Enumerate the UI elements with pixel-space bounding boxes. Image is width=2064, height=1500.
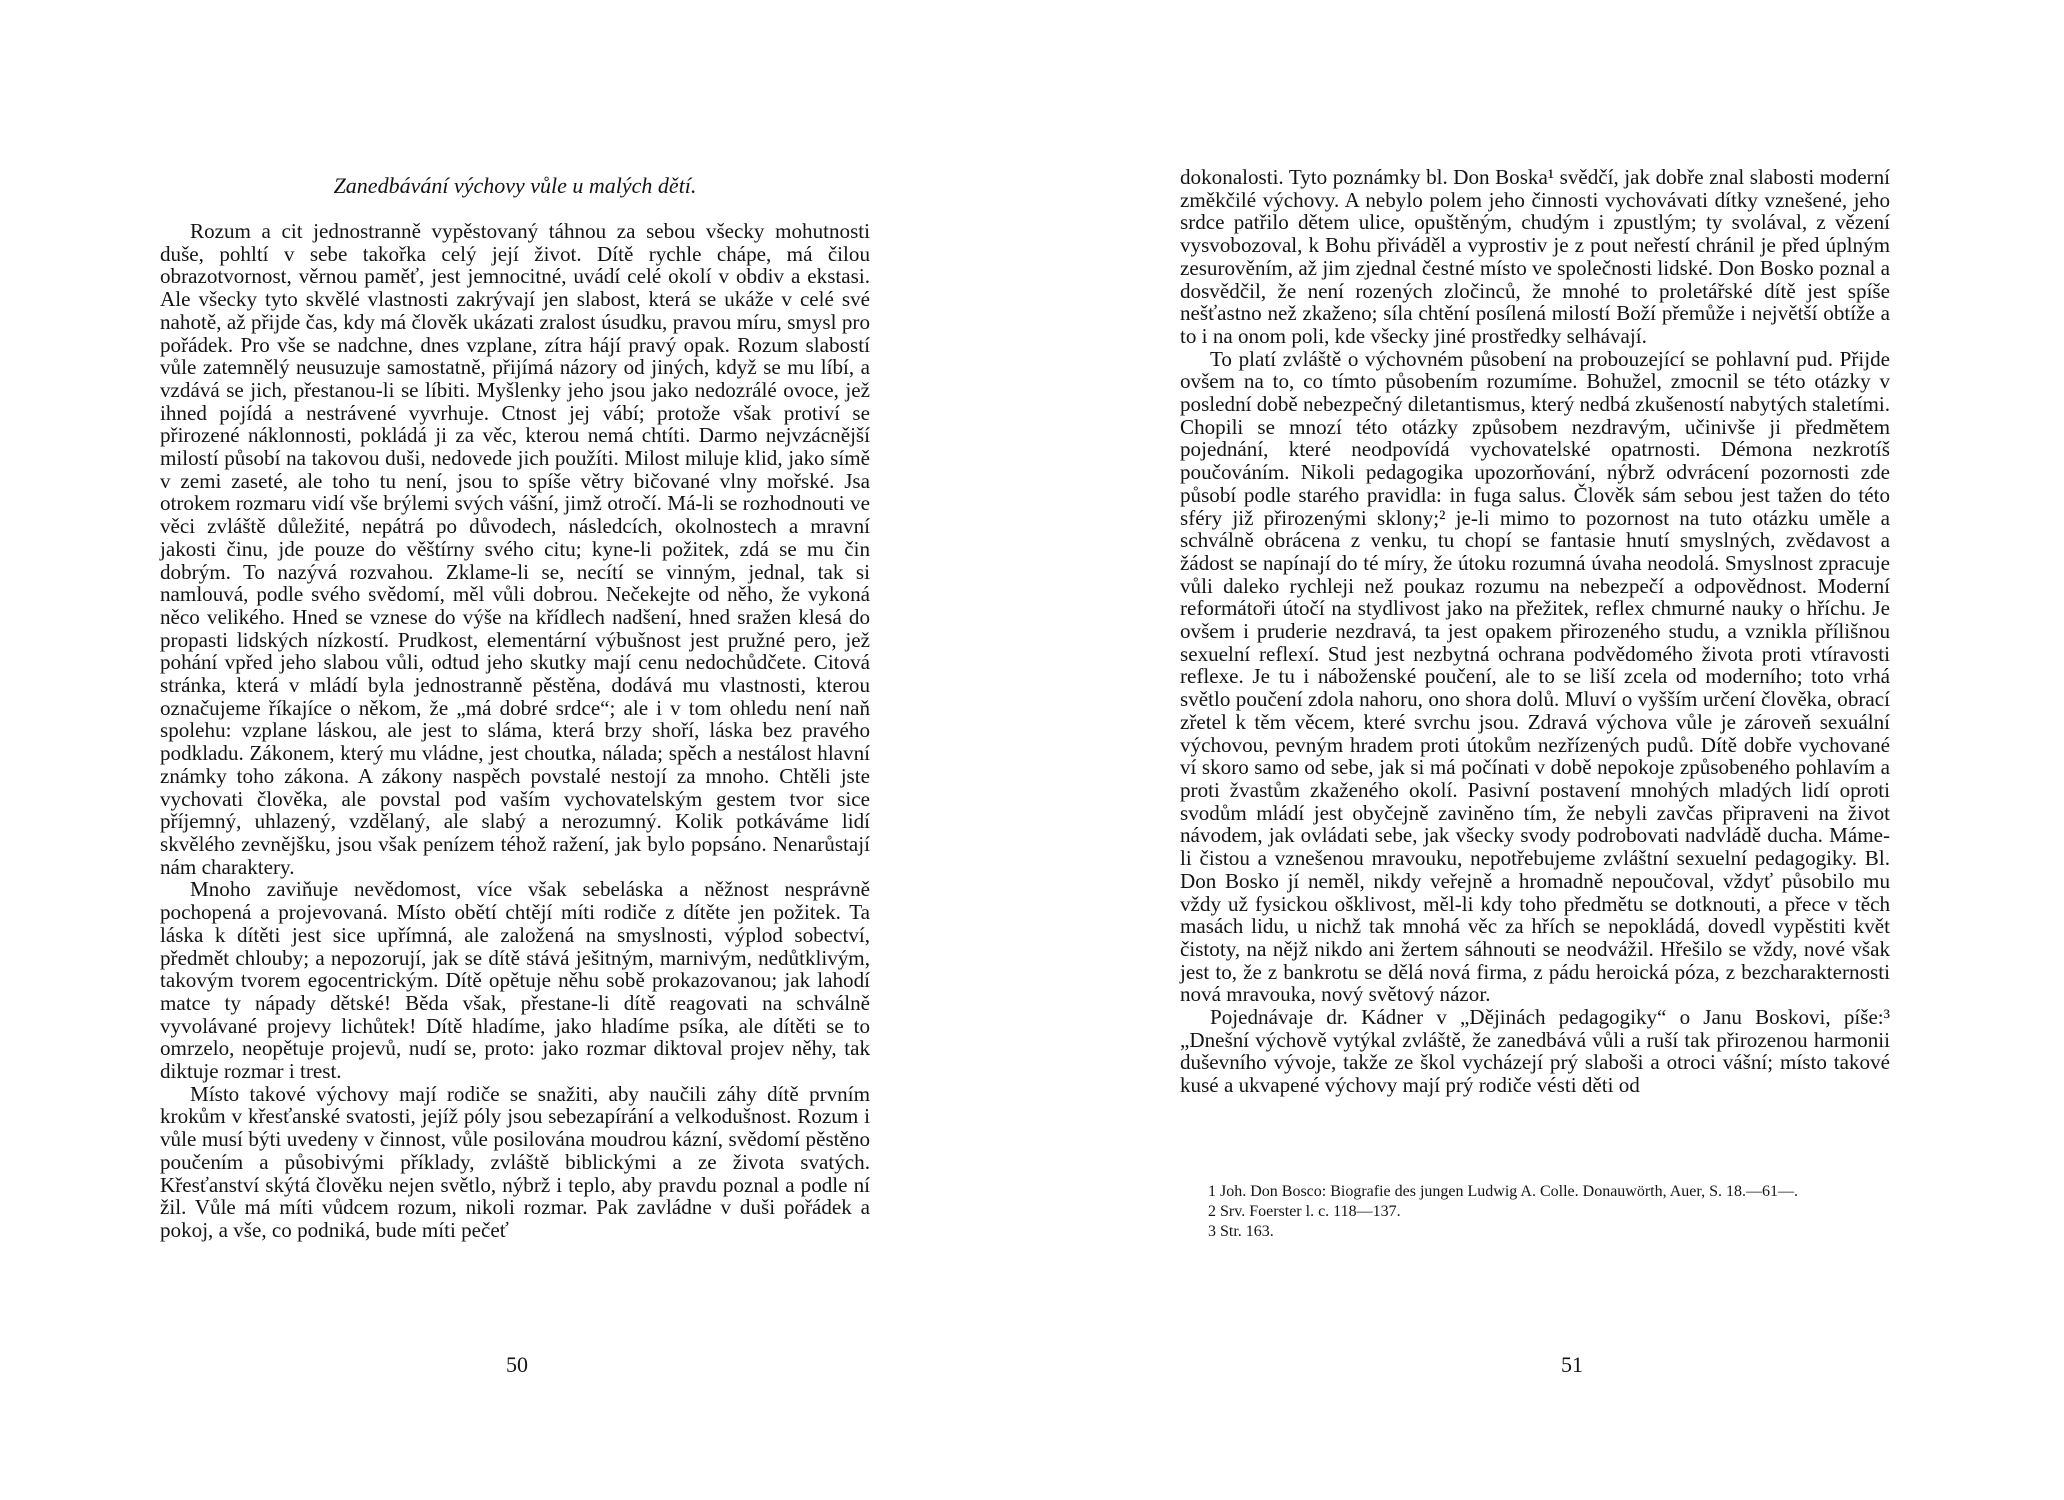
- right-page: [1032, 0, 2064, 1500]
- paragraph: Místo takové výchovy mají rodiče se snažiti, aby naučili záhy dítě prvním krokům v křesťanské svatosti, jejíž póly jsou sebezapírání a velkodušnost. Rozum i vůle musí býti uvedeny v činnost, vůle posilována moudrou kázní, svědomí pěstěno poučením a působivými příklady, zvláště biblickými a ze života svatých. Křesťanství skýtá člověku nejen světlo, nýbrž i teplo, aby pravdu poznal a podle ní žil. Vůle má míti vůdcem rozum, nikoli rozmar. Pak zavládne v duši pořádek a pokoj, a vše, co podniká, bude míti pečeť: [160, 1081, 870, 1242]
- footnotes: [1180, 1182, 1890, 1242]
- paragraph: Mnoho zaviňuje nevědomost, více však sebeláska a něžnost nesprávně pochopená a projevovaná. Místo obětí chtějí míti rodiče z dítěte jen požitek. Ta láska k dítěti jest sice upřímná, ale založená na smyslnosti, výplod sobectví, předmět chlouby; a nepozorují, jak se dítě stává ješitným, marnivým, nedůtklivým, takovým tvorem egocentrickým. Dítě opětuje něhu sobě prokazovanou; jak lahodí matce ty nápady dětské! Běda však, přestane-li dítě reagovati na schválně vyvolávané projevy lichůtek! Dítě hladíme, jako hladíme psíka, ale dítěti se to omrzelo, neopětuje projevů, nudí se, proto: jako rozmar diktoval projev něhy, tak diktuje rozmar i trest.: [160, 877, 870, 1084]
- page-number: 51: [1561, 1352, 1583, 1377]
- chapter-heading: Zanedbávání výchovy vůle u malých dětí.: [333, 173, 697, 198]
- left-page-body: [160, 220, 870, 1242]
- paragraph: dokonalosti. Tyto poznámky bl. Don Boska¹ svědčí, jak dobře znal slabosti moderní změkčilé výchovy. A nebylo polem jeho činnosti vychovávati dítky vznešené, jeho srdce patřilo dětem ulice, opuštěným, chudým i zpustlým; ty svolával, z vězení vysvobozoval, k Bohu přiváděl a vyprostiv je z pout neřestí chránil je před úplným zesurověním, až jim zjednal čestné místo ve společnosti lidské. Don Bosko poznal a dosvědčil, že není rozených zločinců, že mnohé to proletářské dítě jest spíše nešťastno než zkaženo; síla chtění posílená milostí Boží přemůže i největší obtíže a to i na onom poli, kde všecky jiné prostředky selhávají.: [1180, 165, 1890, 348]
- footnote: 1 Joh. Don Bosco: Biografie des jungen Ludwig A. Colle. Donauwörth, Auer, S. 18.—61—.: [1208, 1183, 1798, 1200]
- footnote: 2 Srv. Foerster l. c. 118—137.: [1208, 1203, 1401, 1220]
- right-page-body: [1180, 166, 1890, 1097]
- paragraph: Rozum a cit jednostranně vypěstovaný táhnou za sebou všecky mohutnosti duše, pohltí v sebe takořka celý její život. Dítě rychle chápe, má čilou obrazotvornost, věrnou paměť, jest jemnocitné, uvádí celé okolí v obdiv a ekstasi. Ale všecky tyto skvělé vlastnosti zakrývají jen slabost, která se ukáže v celé své nahotě, až přijde čas, kdy má člověk ukázati zralost úsudku, pravou míru, smysl pro pořádek. Pro vše se nadchne, dnes vzplane, zítra hájí pravý opak. Rozum slabostí vůle zatemnělý neusuzuje samostatně, přijímá názory od jiných, když se mu líbí, a vzdává se jich, přestanou-li se líbiti. Myšlenky jeho jsou jako nedozrálé ovoce, jež ihned pojídá a nestrávené vyvrhuje. Ctnost jej vábí; protože však protiví se přirozené náklonnosti, pokládá ji za věc, kterou nemá chtíti. Darmo nejvzácnější milostí působí na takovou duši, nedovede jich použíti. Milost miluje klid, jako símě v zemi zaseté, ale toho tu není, jsou to spíše větry bičované vlny mořské. Jsa otrokem rozmaru vidí vše brýlemi svých vášní, jimž otročí. Má-li se rozhodnouti ve věci zvláště důležité, nepátrá po důvodech, následcích, okolnostech a mravní jakosti činu, jde pouze do věštírny svého citu; kyne-li požitek, zdá se mu čin dobrým. To nazývá rozvahou. Zklame-li se, necítí se vinným, jednal, tak si namlouvá, podle svého svědomí, měl vůli dobrou. Nečekejte od něho, že vykoná něco velikého. Hned se vznese do výše na křídlech nadšení, hned sražen klesá do propasti lidských nízkostí. Prudkost, elementární výbušnost jest pružné pero, jež pohání vpřed jeho slabou vůli, odtud jeho skutky mají cenu nedochůdčete. Citová stránka, která v mládí byla jednostranně pěstěna, dodává mu vlastnosti, kterou označujeme říkajíce o někom, že „má dobré srdce“; ale i v tom ohledu není naň spolehu: vzplane láskou, ale jest to sláma, která brzy shoří, láska bez pravého podkladu. Zákonem, který mu vládne, jest choutka, nálada; spěch a nestálost hlavní známky toho zákona. A zákony naspěch povstalé nestojí za mnoho. Chtěli jste vychovati člověka, ale povstal pod vaším vychovatelským gestem tvor sice příjemný, uhlazený, vzdělaný, ale slabý a nerozumný. Kolik potkáváme lidí skvělého zevnějšku, jsou však penízem téhož ražení, jak bylo popsáno. Nenarůstají nám charaktery.: [160, 219, 870, 879]
- page-number: 50: [506, 1352, 528, 1377]
- footnote: 3 Str. 163.: [1208, 1223, 1274, 1240]
- paragraph: Pojednávaje dr. Kádner v „Dějinách pedagogiky“ o Janu Boskovi, píše:³ „Dnešní výchově vytýkal zvláště, že zanedbává vůli a ruší tak přirozenou harmonii duševního vývoje, takže ze škol vycházejí prý slaboši a otroci vášní; místo takové kusé a ukvapené výchovy mají prý rodiče vésti děti od: [1180, 1005, 1890, 1098]
- paragraph: To platí zvláště o výchovném působení na probouzející se pohlavní pud. Přijde ovšem na to, co tímto působením rozumíme. Bohužel, zmocnil se této otázky v poslední době nebezpečný diletantismus, který nedbá zkušeností nabytých staletími. Chopili se mnozí této otázky způsobem nezdravým, učinivše ji předmětem pojednání, které neodpovídá vychovatelské opatrnosti. Démona nezkrotíš poučováním. Nikoli pedagogika upozorňování, nýbrž odvrácení pozornosti zde působí podle starého pravidla: in fuga salus. Člověk sám sebou jest tažen do této sféry již přirozenými sklony;² je-li mimo to pozornost na tuto otázku uměle a schválně obrácena z venku, tu chopí se fantasie hnutí smyslných, zvědavost a žádost se napínají do té míry, že útoku rozumná úvaha neodolá. Smyslnost zpracuje vůli daleko rychleji než poukaz rozumu na nebezpečí a odpovědnost. Moderní reformátoři útočí na stydlivost jako na přežitek, reflex chmurné nauky o hříchu. Je ovšem i pruderie nezdravá, ta jest opakem přirozeného studu, a vznikla přílišnou sexuelní reflexí. Stud jest nezbytná ochrana podvědomého života proti vtíravosti reflexe. Je tu i náboženské poučení, ale to se liší zcela od moderního; toto vrhá světlo poučení zdola nahoru, ono shora dolů. Mluví o vyšším určení člověka, obrací zřetel k těm věcem, které svrchu jsou. Zdravá výchova vůle je zároveň sexuální výchovou, pevným hradem proti útokům nezřízených pudů. Dítě dobře vychované ví skoro samo od sebe, jak si má počínati v době nepokoje způsobeného pohlavím a proti žvastům zkaženého okolí. Pasivní postavení mnohých mladých lidí oproti svodům mládí jest obyčejně zaviněno tím, že nebyli zavčas připraveni na život návodem, jak ovládati sebe, jak všecky svody podrobovati nadvládě ducha. Máme-li čistou a vznešenou mravouku, nepotřebujeme zvláštní sexuelní pedagogiky. Bl. Don Bosko jí neměl, nikdy veřejně a hromadně nepoučoval, vždyť působilo mu vždy už fysickou ošklivost, měl-li kdy toho předmětu se dotknouti, a přece v těch masách lidu, u nichž tak mnohá věc za hřích se nepokládá, dovedl vypěstiti květ čistoty, na nějž nikdo ani žertem sáhnouti se neodvážil. Hřešilo se vždy, nové však jest to, že z bankrotu se dělá nová firma, z pádu heroická póza, z bezcharakternosti nová mravouka, nový světový názor.: [1180, 346, 1890, 1007]
